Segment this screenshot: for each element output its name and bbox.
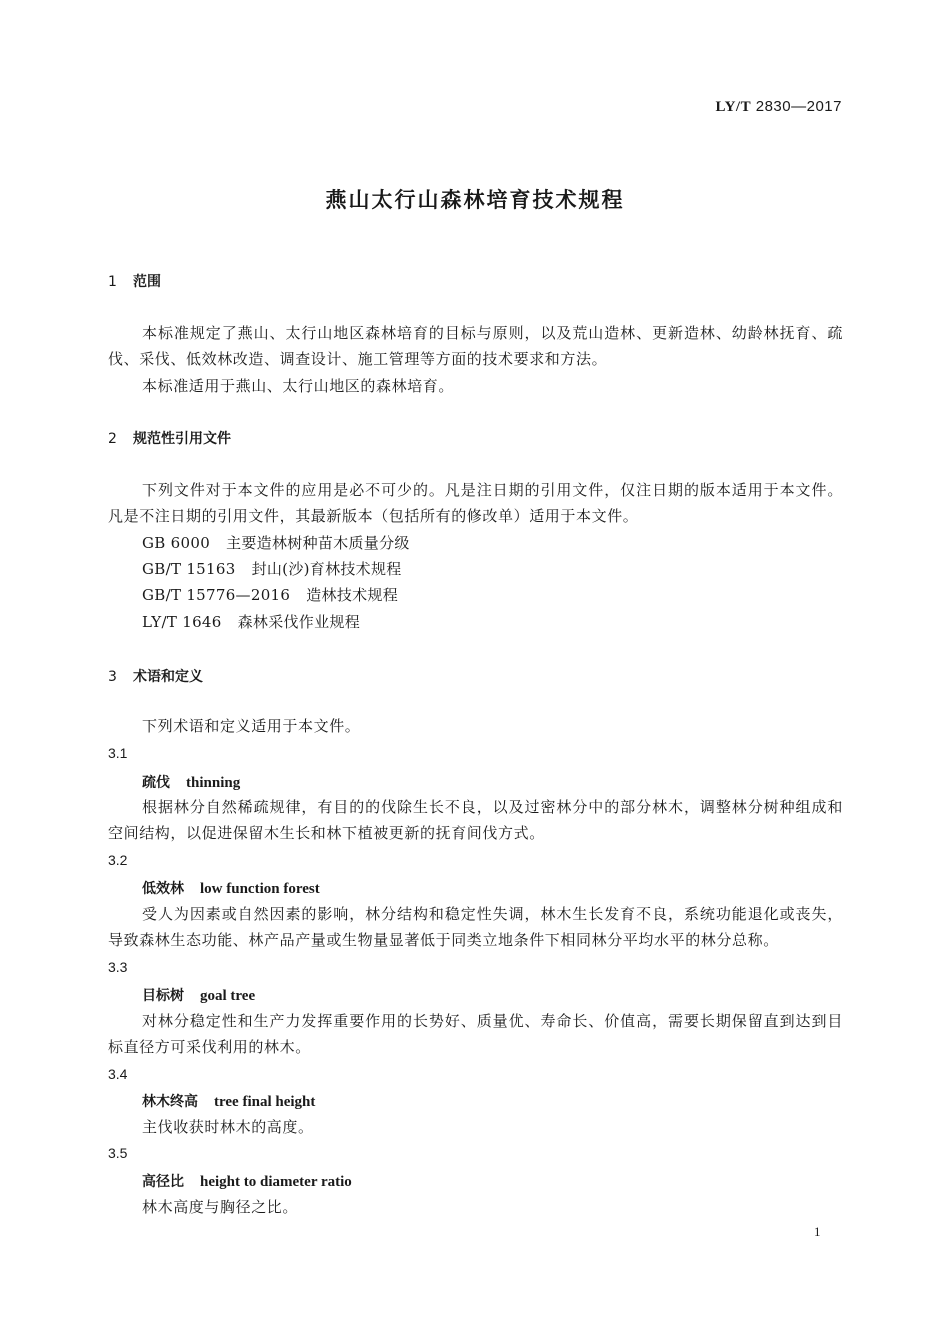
reference-item — [142, 609, 360, 635]
term-zh: 高径比 — [142, 1174, 184, 1190]
term-en: tree final height — [214, 1094, 316, 1110]
section-number: 3 — [108, 669, 117, 685]
term-en: thinning — [186, 775, 241, 791]
reference-code: GB/T 15776—2016 — [142, 586, 291, 604]
reference-item — [142, 582, 398, 608]
section-title: 术语和定义 — [133, 669, 203, 685]
standard-code-number: 2830—2017 — [755, 98, 842, 115]
document-title: 燕山太行山森林培育技术规程 — [325, 188, 625, 212]
term-number: 3.1 — [108, 745, 128, 761]
term-en: low function forest — [200, 881, 320, 897]
term-definition: 根据林分自然稀疏规律，有目的的伐除生长不良，以及过密林分中的部分林木，调整林分树种组成和空间结构，以促进保留木生长和林下植被更新的抚育间伐方式。 — [108, 798, 843, 842]
standard-code-prefix: LY/T — [715, 99, 752, 115]
section-heading-terms — [108, 666, 203, 686]
section-heading-normative-references — [108, 428, 231, 448]
term-zh: 林木终高 — [142, 1094, 198, 1110]
reference-name: 主要造林树种苗木质量分级 — [226, 534, 410, 552]
term-definition: 受人为因素或自然因素的影响，林分结构和稳定性失调，林木生长发育不良，系统功能退化或丧失，导致森林生态功能、林产品产量或生物量显著低于同类立地条件下相同林分平均水平的林分总称。 — [108, 905, 843, 949]
term-en: height to diameter ratio — [200, 1174, 352, 1190]
paragraph: 本标准规定了燕山、太行山地区森林培育的目标与原则，以及荒山造林、更新造林、幼龄林抚育、疏伐、采伐、低效林改造、调查设计、施工管理等方面的技术要求和方法。 — [108, 324, 843, 368]
paragraph: 下列术语和定义适用于本文件。 — [142, 717, 361, 735]
section-title: 规范性引用文件 — [133, 431, 231, 447]
term-number: 3.2 — [108, 852, 128, 868]
reference-item — [142, 556, 402, 582]
paragraph: 下列文件对于本文件的应用是必不可少的。凡是注日期的引用文件，仅注日期的版本适用于本文件。凡是不注日期的引用文件，其最新版本（包括所有的修改单）适用于本文件。 — [108, 481, 843, 525]
term-title — [142, 772, 240, 792]
reference-name: 森林采伐作业规程 — [237, 613, 361, 631]
section-number: 2 — [108, 431, 117, 447]
section-title: 范围 — [133, 274, 161, 290]
term-number: 3.4 — [108, 1066, 128, 1082]
page-number: 1 — [814, 1224, 821, 1239]
term-zh: 疏伐 — [142, 775, 170, 791]
term-definition: 对林分稳定性和生产力发挥重要作用的长势好、质量优、寿命长、价值高，需要长期保留直到达到目标直径方可采伐利用的林木。 — [108, 1012, 843, 1056]
term-title — [142, 1091, 315, 1111]
paragraph: 本标准适用于燕山、太行山地区的森林培育。 — [142, 377, 455, 395]
term-definition: 林木高度与胸径之比。 — [142, 1198, 299, 1216]
section-number: 1 — [108, 274, 117, 290]
term-number: 3.5 — [108, 1145, 128, 1161]
reference-item — [142, 530, 410, 556]
standard-code — [715, 98, 842, 116]
term-zh: 低效林 — [142, 881, 184, 897]
section-heading-scope — [108, 271, 161, 291]
term-definition: 主伐收获时林木的高度。 — [142, 1118, 314, 1136]
reference-code: GB 6000 — [142, 534, 211, 552]
term-number: 3.3 — [108, 959, 128, 975]
reference-code: GB/T 15163 — [142, 560, 236, 578]
term-title — [142, 1171, 352, 1191]
reference-code: LY/T 1646 — [142, 613, 222, 631]
reference-name: 封山(沙)育林技术规程 — [251, 560, 402, 578]
term-en: goal tree — [200, 988, 256, 1004]
reference-name: 造林技术规程 — [306, 586, 399, 604]
term-title — [142, 985, 255, 1005]
term-zh: 目标树 — [142, 988, 184, 1004]
term-title — [142, 878, 320, 898]
